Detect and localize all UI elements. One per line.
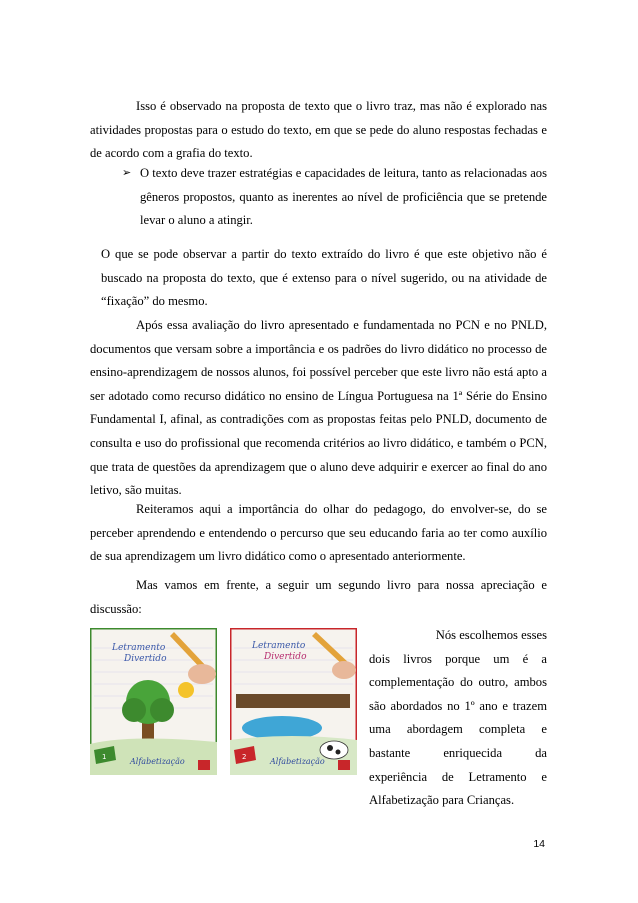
arrow-bullet-icon: ➢ xyxy=(122,167,132,179)
paragraph-4: Reiteramos aqui a importância do olhar do pedagogo, do envolver-se, do se perceber aprendendo e entendendo o percurso que seu educando faria ao ter como auxílio de sua aprendizagem um livro didático como o apresentado anteriormente. xyxy=(90,502,547,564)
paragraph-2: O que se pode observar a partir do texto extraído do livro é que este objetivo não é buscado na proposta do texto, que é extenso para o nível sugerido, ou na atividade de “fixação” do mesmo. xyxy=(101,247,547,309)
paragraph-5: Mas vamos em frente, a seguir um segundo livro para nossa apreciação e discussão: xyxy=(90,578,547,616)
book2-title-line1: Letramento xyxy=(252,641,306,651)
paragraph-3: Após essa avaliação do livro apresentado e fundamentada no PCN e no PNLD, documentos que versam sobre a importância e os padrões do livro didático no processo de ensino-aprendizagem de nossos alunos, foi possível perceber que este livro não está apto a ser adotado como recurso didático no ensino de Língua Portuguesa na 1ª Série do Ensino Fundamental I, afinal, as contradições com as propostas feitas pelo PNLD, documento de consulta e uso do profissional que recomenda critérios ao livro didático, e também o PCN, que trata de questões da aprendizagem que o aluno deve adquirir e exercer ao final do ano letivo, são muitas. xyxy=(90,318,547,498)
book-covers-image xyxy=(90,628,357,775)
book-cover-1-illustration xyxy=(90,628,217,775)
side-paragraph-rest: dois livros porque um é a complementação do outro, ambos são abordados no 1º ano e trazem uma abordagem completa e bastante enriquecida da experiência de Letramento e Alfabetização para Crianças. xyxy=(369,651,547,808)
paragraph-1: Isso é observado na proposta de texto que o livro traz, mas não é explorado nas atividades propostas para o estudo do texto, em que se pede do aluno respostas fechadas e de acordo com a grafia do texto. xyxy=(90,99,547,161)
page-number: 14 xyxy=(533,838,545,850)
book2-subtitle: Alfabetização xyxy=(270,757,325,766)
side-paragraph xyxy=(369,624,547,813)
book1-title-line2: Divertido xyxy=(124,654,167,664)
book2-title-line2: Divertido xyxy=(264,652,307,662)
book-cover-1 xyxy=(90,628,217,775)
book1-title-line1: Letramento xyxy=(112,643,166,653)
book-cover-2 xyxy=(230,628,357,775)
book-cover-2-illustration xyxy=(230,628,357,775)
book1-volume: 1 xyxy=(102,753,107,761)
bullet-item xyxy=(122,162,547,233)
book1-subtitle: Alfabetização xyxy=(130,757,185,766)
bullet-text: O texto deve trazer estratégias e capacidades de leitura, tanto as relacionadas aos gêneros propostos, quanto as inerentes ao nível de proficiência que se pretende levar o aluno a atingir. xyxy=(140,166,547,228)
side-paragraph-first-line: Nós escolhemos esses xyxy=(435,628,547,642)
book2-volume: 2 xyxy=(242,753,247,761)
